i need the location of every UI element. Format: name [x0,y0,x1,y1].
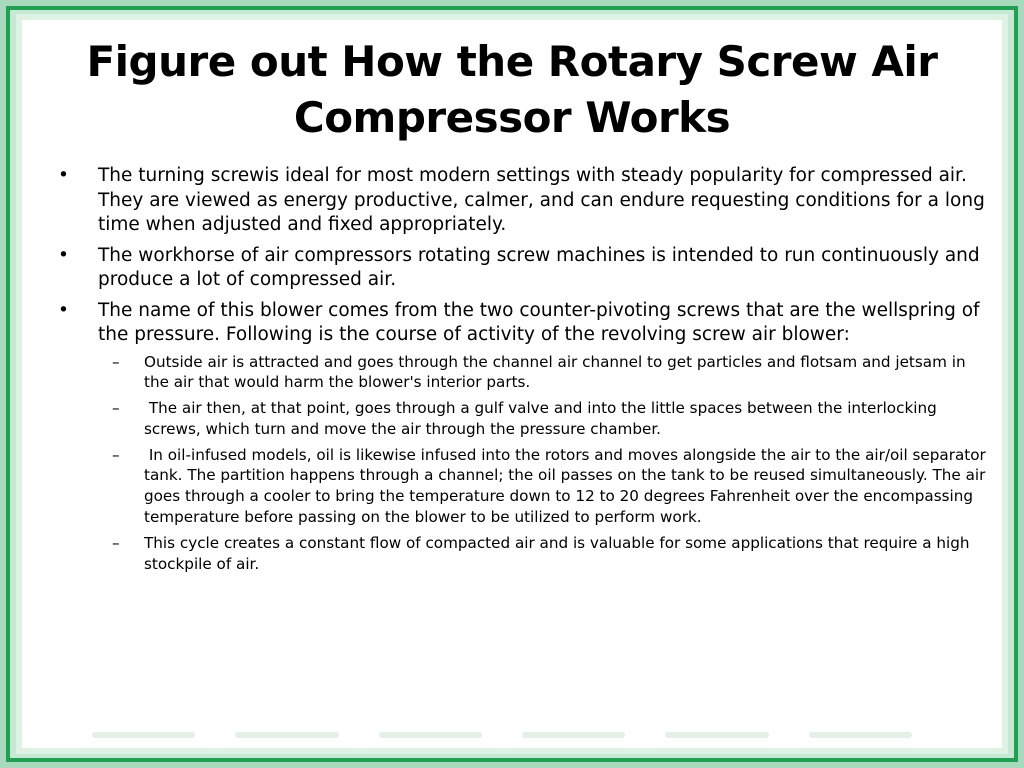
sub-bullet-text: In oil-infused models, oil is likewise infused into the rotors and moves alongside the air to the air/oil separator tank. The partition happens through a channel; the oil passes on the tank to be reused simultaneously. The air goes through a cooler to bring the temperature down to 12 to 20 degrees Fahrenheit over the encompassing temperature before passing on the blower to be utilized to perform work. [144,445,991,527]
footer-blur-segment [92,732,195,738]
sub-bullet-item [98,445,991,528]
dash-icon: – [112,445,120,464]
sub-bullet-text: This cycle creates a constant flow of compacted air and is valuable for some applications that require a high stockpile of air. [144,533,970,573]
footer-blur-segment [665,732,768,738]
dash-icon: – [112,399,120,418]
sub-bullet-item [98,398,988,440]
footer-blur-segment [235,732,338,738]
bullet-item [58,164,988,238]
bullet-dot-icon: • [58,299,69,321]
sub-bullet-text: The air then, at that point, goes through a gulf valve and into the little spaces between the interlocking screws, which turn and move the air through the pressure chamber. [144,399,942,438]
bullet-item [58,299,991,575]
bullet-text: The turning screwis ideal for most modern settings with steady popularity for compressed air. They are viewed as energy productive, calmer, and can endure requesting conditions for a long time when adjusted and fixed appropriately. [98,165,985,235]
dash-icon: – [112,533,120,552]
sub-bullet-text: Outside air is attracted and goes through the channel air channel to get particles and flotsam and jetsam in the air that would harm the blower's interior parts. [144,352,966,392]
sub-bullet-list [98,352,991,575]
footer-watermark [92,732,912,742]
bullet-dot-icon: • [58,244,69,266]
bullet-dot-icon: • [58,165,69,186]
bullet-item [58,244,988,293]
dash-icon: – [112,352,120,371]
sub-bullet-item [98,352,988,394]
slide-title: Figure out How the Rotary Screw Air Compressor Works [86,37,938,142]
bullet-text: The workhorse of air compressors rotating screw machines is intended to run continuously and produce a lot of compressed air. [98,244,980,290]
sub-bullet-item [98,533,988,575]
footer-blur-segment [379,732,482,738]
bullet-list [22,164,1002,574]
footer-blur-segment [809,732,912,738]
slide-content [22,20,1002,748]
footer-blur-segment [522,732,625,738]
bullet-text: The name of this blower comes from the two counter-pivoting screws that are the wellspring of the pressure. Following is the course of activity of the revolving screw air blower: [98,299,980,345]
